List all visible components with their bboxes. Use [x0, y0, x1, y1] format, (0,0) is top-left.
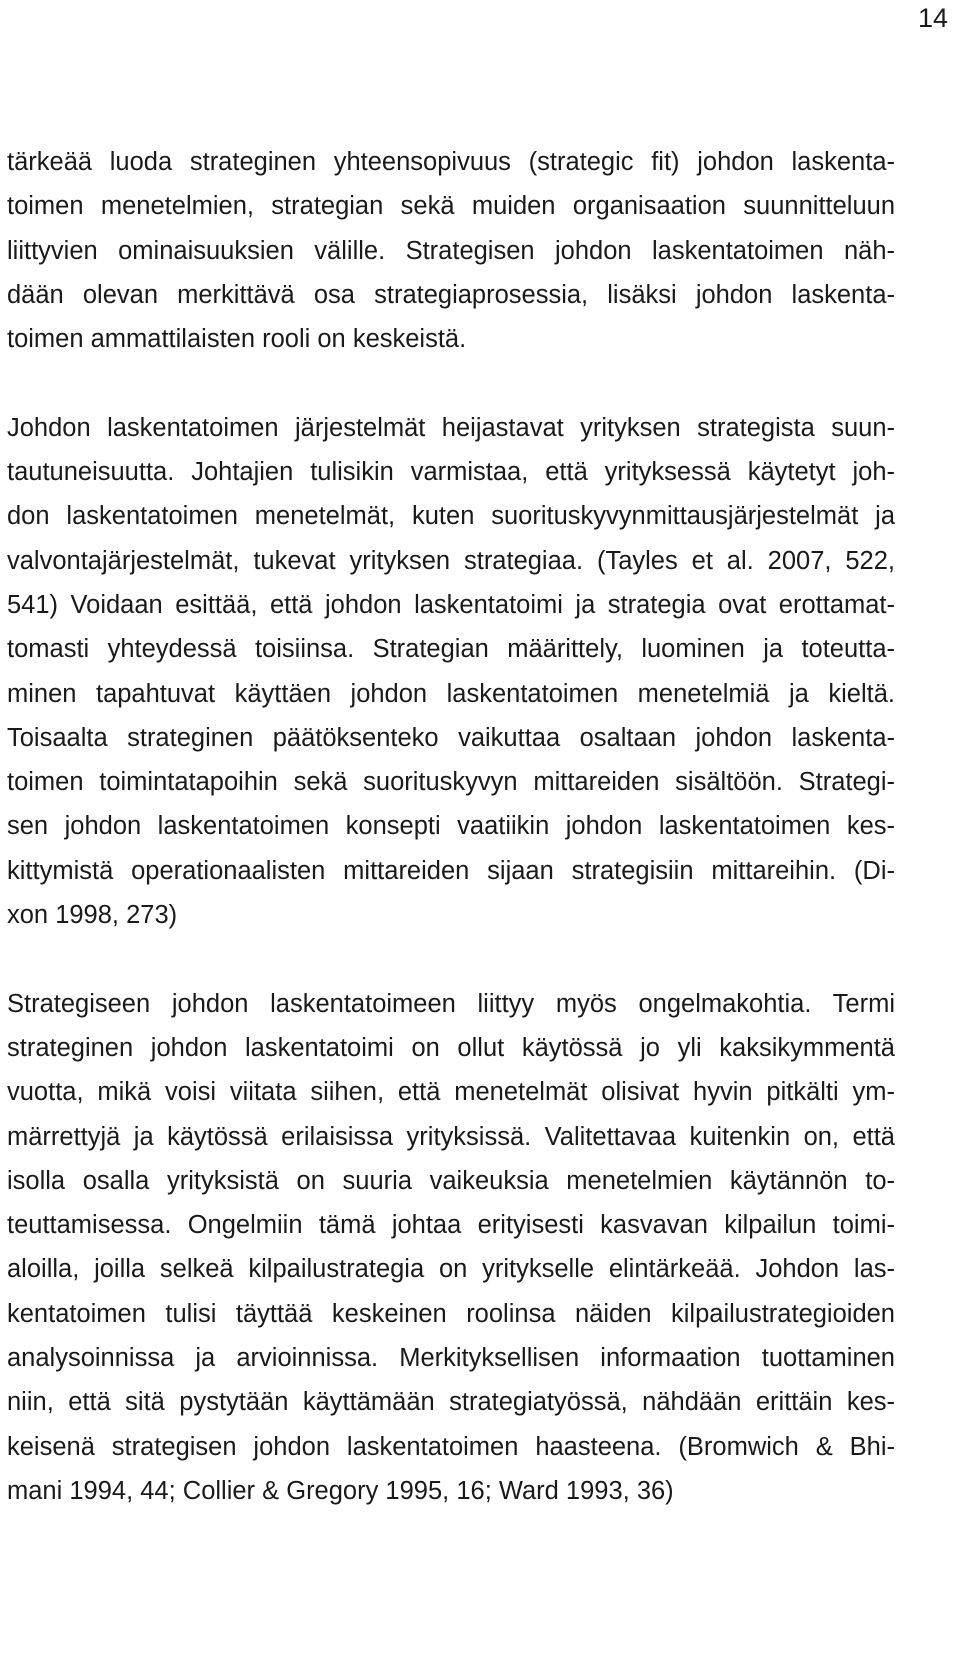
text-line: teuttamisessa. Ongelmiin tämä johtaa erityisesti kasvavan kilpailun toimi- [7, 1211, 895, 1240]
paragraph-1 [7, 140, 895, 361]
text-line: analysoinnissa ja arvioinnissa. Merkityksellisen informaation tuottaminen [7, 1344, 895, 1373]
text-line: tärkeää luoda strateginen yhteensopivuus (strategic fit) johdon laskenta- [7, 148, 895, 176]
text-line: sen johdon laskentatoimen konsepti vaatiikin johdon laskentatoimen kes- [7, 812, 895, 841]
text-line: keisenä strategisen johdon laskentatoimen haasteena. (Bromwich & Bhi- [7, 1432, 895, 1461]
text-line: valvontajärjestelmät, tukevat yrityksen strategiaa. (Tayles et al. 2007, 522, [7, 546, 895, 575]
text-line: Toisaalta strateginen päätöksenteko vaikuttaa osaltaan johdon laskenta- [7, 723, 895, 752]
text-line: tomasti yhteydessä toisiinsa. Strategian määrittely, luominen ja toteutta- [7, 635, 895, 664]
text-line: Johdon laskentatoimen järjestelmät heijastavat yrityksen strategista suun- [7, 413, 895, 442]
text-line: toimen toimintatapoihin sekä suorituskyvyn mittareiden sisältöön. Strategi- [7, 768, 895, 797]
text-line: toimen menetelmien, strategian sekä muiden organisaation suunnitteluun [7, 192, 895, 221]
body-text [7, 140, 895, 1513]
text-line: liittyvien ominaisuuksien välille. Strategisen johdon laskentatoimen näh- [7, 236, 895, 265]
text-line: 541) Voidaan esittää, että johdon laskentatoimi ja strategia ovat erottamat- [7, 590, 895, 619]
text-line: märrettyjä ja käytössä erilaisissa yrityksissä. Valitettavaa kuitenkin on, että [7, 1122, 895, 1151]
text-line: don laskentatoimen menetelmät, kuten suorituskyvynmittausjärjestelmät ja [7, 502, 895, 531]
text-line: aloilla, joilla selkeä kilpailustrategia on yritykselle elintärkeää. Johdon las- [7, 1255, 895, 1284]
text-line: minen tapahtuvat käyttäen johdon laskentatoimen menetelmiä ja kieltä. [7, 679, 895, 708]
text-line: tautuneisuutta. Johtajien tulisikin varmistaa, että yrityksessä käytetyt joh- [7, 458, 895, 487]
text-line: dään olevan merkittävä osa strategiaprosessia, lisäksi johdon laskenta- [7, 280, 895, 309]
text-line: vuotta, mikä voisi viitata siihen, että menetelmät olisivat hyvin pitkälti ym- [7, 1078, 895, 1107]
text-line: xon 1998, 273) [7, 901, 178, 930]
text-line: kentatoimen tulisi täyttää keskeinen roolinsa näiden kilpailustrategioiden [7, 1299, 895, 1328]
text-line: strateginen johdon laskentatoimi on ollut käytössä jo yli kaksikymmentä [7, 1033, 895, 1062]
text-line: mani 1994, 44; Collier & Gregory 1995, 16; Ward 1993, 36) [7, 1476, 674, 1505]
text-line: niin, että sitä pystytään käyttämään strategiatyössä, nähdään erittäin kes- [7, 1388, 895, 1417]
text-line: isolla osalla yrityksistä on suuria vaikeuksia menetelmien käytännön to- [7, 1166, 895, 1195]
paragraph-2 [7, 406, 895, 938]
paragraph-spacer [7, 361, 895, 405]
page-number: 14 [917, 3, 948, 33]
paragraph-spacer [7, 937, 895, 981]
text-line: Strategiseen johdon laskentatoimeen liittyy myös ongelmakohtia. Termi [7, 989, 895, 1018]
paragraph-3 [7, 982, 895, 1514]
text-line: kittymistä operationaalisten mittareiden sijaan strategisiin mittareihin. (Di- [7, 856, 895, 885]
text-line: toimen ammattilaisten rooli on keskeistä. [7, 325, 467, 354]
